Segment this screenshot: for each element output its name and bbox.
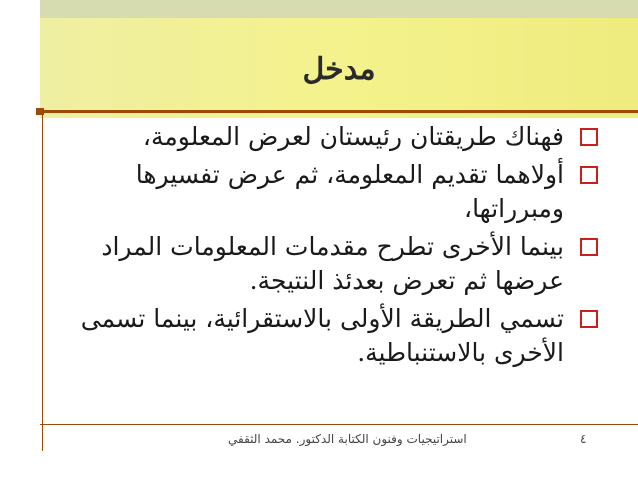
- top-band: [40, 0, 638, 18]
- square-bullet-icon: [580, 128, 598, 146]
- footer-divider: [40, 424, 638, 425]
- bullet-list: [28, 120, 598, 374]
- bullet-text: فهناك طريقتان رئيستان لعرض المعلومة،: [142, 122, 564, 151]
- bullet-text: بينما الأخرى تطرح مقدمات المعلومات المراد عرضها ثم تعرض بعدئذ النتيجة.: [101, 232, 564, 295]
- title-divider: [40, 110, 638, 113]
- page-number: ٤: [580, 432, 587, 446]
- square-bullet-icon: [580, 310, 598, 328]
- bullet-text: تسمي الطريقة الأولى بالاستقرائية، بينما تسمى الأخرى بالاستنباطية.: [80, 304, 564, 367]
- slide-title: مدخل: [302, 52, 376, 87]
- bullet-item: [28, 158, 598, 226]
- bullet-item: [28, 120, 598, 154]
- bullet-item: [28, 230, 598, 298]
- square-bullet-icon: [580, 166, 598, 184]
- square-bullet-icon: [580, 238, 598, 256]
- bullet-text: أولاهما تقديم المعلومة، ثم عرض تفسيرها ومبرراتها،: [135, 160, 564, 223]
- footer-text: استراتيجيات وفنون الكتابة الدكتور. محمد الثقفي: [228, 432, 467, 446]
- bullet-item: [28, 302, 598, 370]
